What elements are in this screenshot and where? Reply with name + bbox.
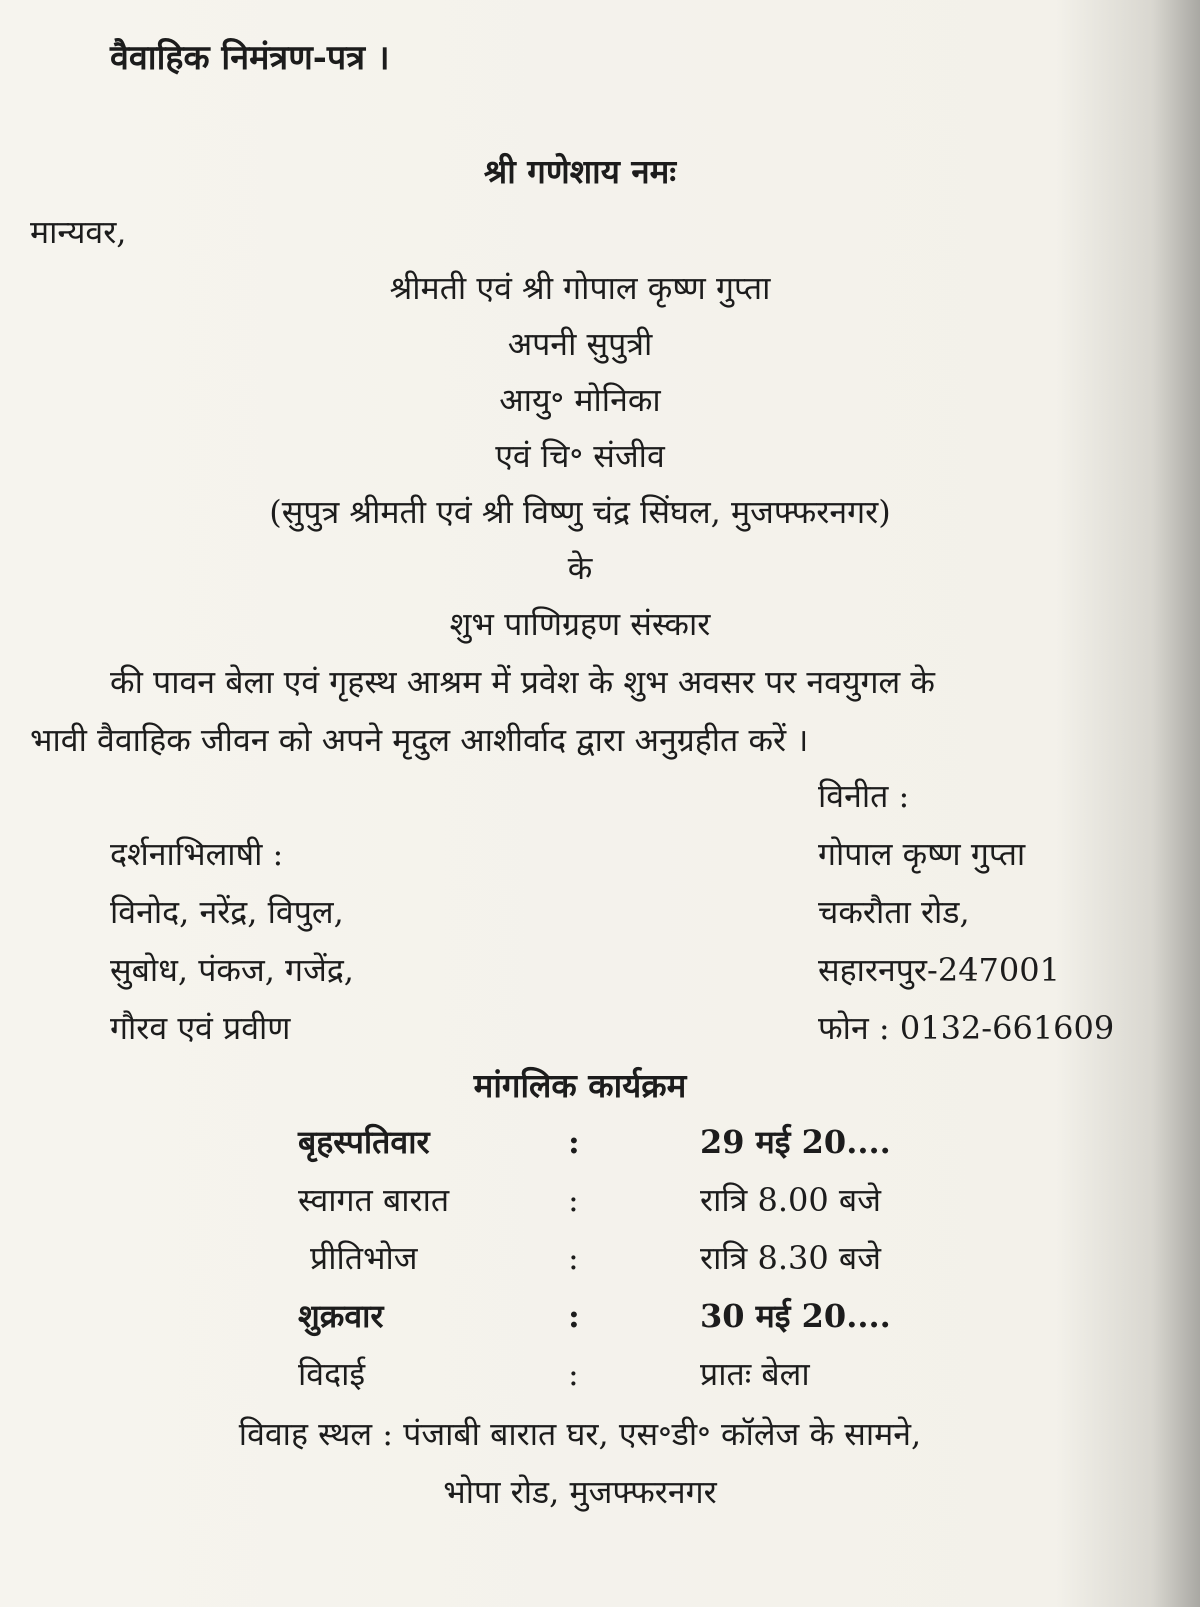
schedule-time: रात्रि 8.30 बजे — [700, 1239, 881, 1277]
doc-title: वैवाहिक निमंत्रण-पत्र । — [110, 38, 390, 78]
schedule-row — [0, 1352, 1200, 1396]
schedule-colon: : — [568, 1239, 579, 1277]
bride-name: आयु॰ मोनिका — [499, 381, 661, 419]
ke-line: के — [567, 549, 593, 587]
schedule-day: शुक्रवार — [298, 1297, 384, 1335]
groom-parents: (सुपुत्र श्रीमती एवं श्री विष्णु चंद्र सिंघल, मुजफ्फरनगर) — [269, 493, 891, 531]
salutation: मान्यवर, — [30, 213, 127, 251]
family-names-3: गौरव एवं प्रवीण — [110, 1009, 291, 1047]
sender-name: गोपाल कृष्ण गुप्ता — [818, 835, 1026, 873]
sender-address-1: चकरौता रोड, — [818, 893, 970, 931]
daughter-line: अपनी सुपुत्री — [507, 325, 653, 363]
schedule-time: प्रातः बेला — [700, 1355, 810, 1393]
schedule-colon: : — [568, 1181, 579, 1219]
paragraph-line-2: भावी वैवाहिक जीवन को अपने मृदुल आशीर्वाद द्वारा अनुग्रहीत करें । — [30, 721, 809, 759]
schedule-row — [0, 1236, 1200, 1280]
schedule-colon: : — [568, 1123, 580, 1161]
paragraph-line-1: की पावन बेला एवं गृहस्थ आश्रम में प्रवेश के शुभ अवसर पर नवयुगल के — [110, 663, 935, 701]
venue-line-1: विवाह स्थल : पंजाबी बारात घर, एस॰डी॰ कॉलेज के सामने, — [238, 1415, 922, 1453]
schedule-date: 30 मई 20.... — [700, 1297, 891, 1335]
schedule-row — [0, 1294, 1200, 1338]
invocation: श्री गणेशाय नमः — [483, 152, 677, 191]
schedule-row — [0, 1120, 1200, 1164]
schedule-date: 29 मई 20.... — [700, 1123, 891, 1161]
vineet-label: विनीत : — [818, 777, 910, 815]
schedule-colon: : — [568, 1355, 579, 1393]
family-names-2: सुबोध, पंकज, गजेंद्र, — [110, 951, 354, 989]
schedule-event: स्वागत बारात — [298, 1181, 450, 1219]
schedule-row — [0, 1178, 1200, 1222]
ceremony-line: शुभ पाणिग्रहण संस्कार — [449, 605, 711, 643]
venue-line-2: भोपा रोड, मुजफ्फरनगर — [443, 1473, 717, 1511]
host-names: श्रीमती एवं श्री गोपाल कृष्ण गुप्ता — [389, 269, 771, 307]
groom-name: एवं चि॰ संजीव — [495, 437, 665, 475]
program-title: मांगलिक कार्यक्रम — [473, 1066, 687, 1105]
darshanabhilashi-label: दर्शनाभिलाषी : — [110, 835, 284, 873]
schedule-event: प्रीतिभोज — [310, 1239, 418, 1277]
schedule-event: विदाई — [298, 1355, 366, 1393]
family-names-1: विनोद, नरेंद्र, विपुल, — [110, 893, 344, 931]
sender-address-2: सहारनपुर-247001 — [818, 951, 1060, 989]
sender-phone: फोन : 0132-661609 — [818, 1009, 1115, 1047]
schedule-day: बृहस्पतिवार — [298, 1123, 430, 1161]
schedule-colon: : — [568, 1297, 580, 1335]
schedule-time: रात्रि 8.00 बजे — [700, 1181, 881, 1219]
